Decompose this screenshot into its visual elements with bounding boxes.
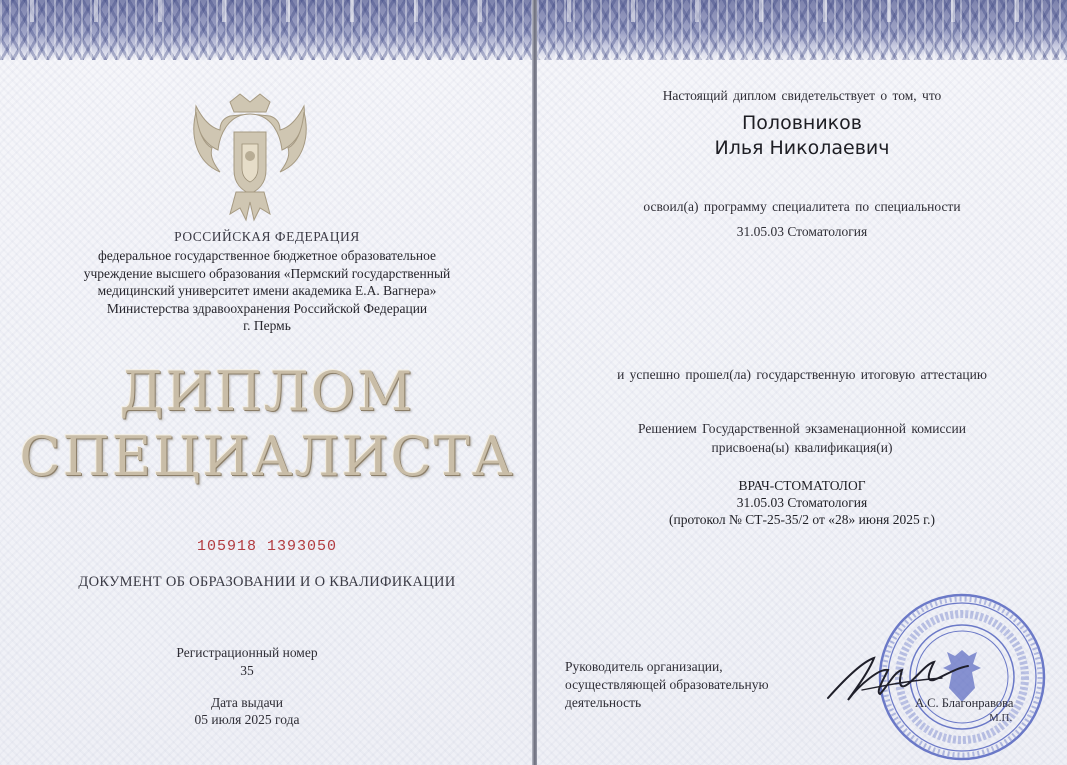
guilloche-band-right — [537, 0, 1067, 60]
serial-number: 105918 1393050 — [196, 538, 338, 555]
diploma-title-line2: СПЕЦИАЛИСТА — [19, 425, 515, 488]
program-statement: освоил(а) программу специалитета по специальности — [643, 199, 961, 214]
decision-line: Решением Государственной экзаменационной комиссии — [638, 421, 966, 436]
country-name: РОССИЙСКАЯ ФЕДЕРАЦИЯ — [174, 229, 360, 244]
graduate-given-names: Илья Николаевич — [714, 137, 890, 159]
issue-date-value: 05 июля 2025 года — [194, 712, 300, 727]
institution-line: г. Пермь — [243, 318, 291, 333]
registration-block — [0, 644, 494, 680]
commission-decision — [537, 419, 1067, 457]
guilloche-band-left — [0, 0, 534, 60]
decision-line: присвоена(ы) квалификация(и) — [711, 440, 893, 455]
institution-line: учреждение высшего образования «Пермский государственный — [83, 265, 451, 281]
attestation-statement: и успешно прошел(ла) государственную итоговую аттестацию — [617, 367, 987, 382]
registration-label: Регистрационный номер — [176, 645, 318, 660]
head-line: осуществляющей образовательную — [565, 677, 769, 692]
protocol-reference: (протокол № СТ-25-35/2 от «28» июня 2025 г.) — [668, 512, 936, 527]
graduate-name — [537, 111, 1067, 161]
qualification-specialty: 31.05.03 Стоматология — [736, 495, 868, 510]
institution-line: медицинский университет имени академика Е.А. Вагнера» — [97, 283, 437, 298]
document-type: ДОКУМЕНТ ОБ ОБРАЗОВАНИИ И О КВАЛИФИКАЦИИ — [78, 574, 456, 590]
qualification-title: ВРАЧ-СТОМАТОЛОГ — [738, 478, 866, 493]
head-of-organization-label — [565, 658, 769, 712]
issue-date-label: Дата выдачи — [210, 695, 284, 710]
registration-number: 35 — [240, 663, 254, 678]
specialty: 31.05.03 Стоматология — [736, 224, 868, 239]
diploma-right-page — [537, 0, 1067, 765]
certification-intro: Настоящий диплом свидетельствует о том, что — [662, 88, 942, 103]
issue-date-block — [0, 694, 494, 728]
graduate-surname: Половников — [742, 112, 862, 134]
head-line: Руководитель организации, — [565, 659, 723, 674]
seal-mark: М.П. — [989, 712, 1013, 724]
head-line: деятельность — [565, 695, 642, 710]
signer-name: А.С. Благонравова — [915, 696, 1014, 710]
qualification-block — [537, 477, 1067, 528]
institution-name — [40, 247, 494, 335]
coat-of-arms-emblem — [190, 92, 310, 222]
institution-line: Министерства здравоохранения Российской Федерации — [106, 300, 428, 316]
diploma-title-line1: ДИПЛОМ — [119, 360, 415, 423]
institution-line: федеральное государственное бюджетное образовательное — [97, 248, 436, 263]
